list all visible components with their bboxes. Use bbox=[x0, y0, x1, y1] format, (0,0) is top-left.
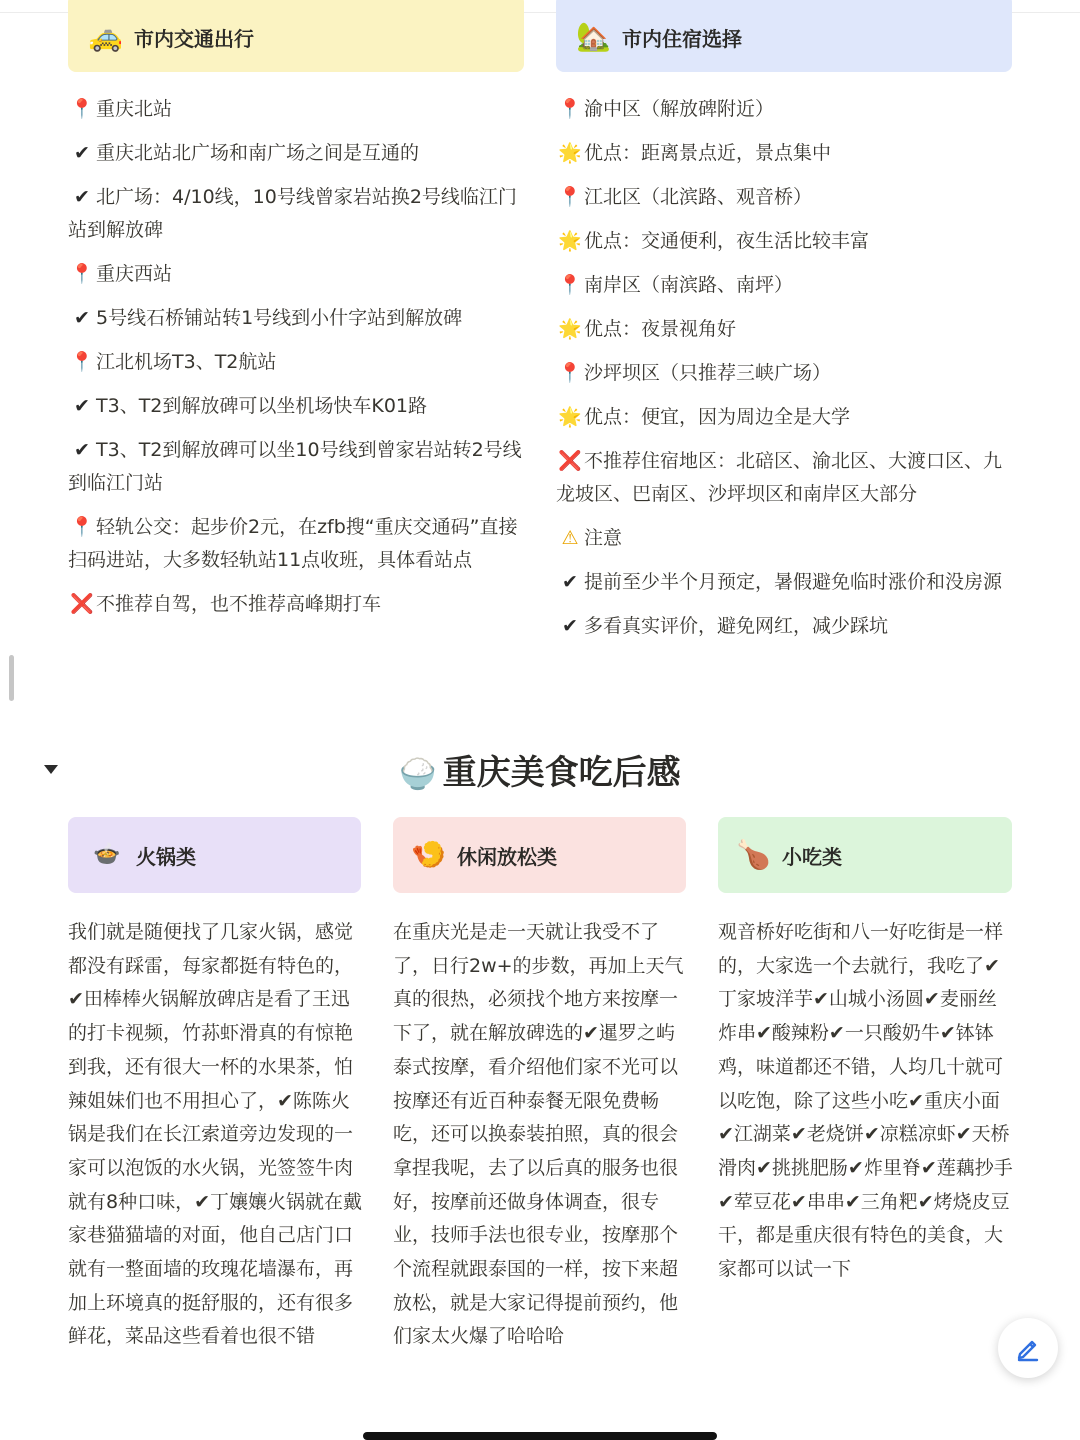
star-icon: 🌟 bbox=[558, 142, 582, 164]
pin-icon: 📍 bbox=[70, 98, 94, 120]
lodging-list-item bbox=[556, 137, 1012, 170]
transport-list-item bbox=[68, 346, 524, 379]
food-section-title: 重庆美食吃后感 bbox=[442, 753, 681, 793]
warn-icon: ⚠ bbox=[561, 527, 579, 549]
transport-item-text: 5号线石桥铺站转1号线到小什字站到解放碑 bbox=[96, 307, 463, 329]
lodging-title: 市内住宿选择 bbox=[622, 26, 742, 51]
transport-list bbox=[68, 93, 524, 632]
transport-title: 市内交通出行 bbox=[134, 26, 254, 51]
pin-icon: 📍 bbox=[70, 351, 94, 373]
pin-icon: 📍 bbox=[558, 274, 582, 296]
check-icon: ✔ bbox=[74, 186, 90, 208]
rice-bowl-icon: 🍚 bbox=[399, 757, 437, 792]
check-icon: ✔ bbox=[74, 307, 90, 329]
transport-item-text: 轻轨公交：起步价2元，在zfb搜“重庆交通码”直接扫码进站，大多数轻轨站11点收班，具体看站点 bbox=[68, 516, 518, 571]
transport-item-text: 重庆北站北广场和南广场之间是互通的 bbox=[96, 142, 420, 164]
relax-text: 在重庆光是走一天就让我受不了了，日行2w+的步数，再加上天气真的很热，必须找个地方来按摩一下了，就在解放碑选的✔暹罗之屿泰式按摩，看介绍他们家不光可以按摩还有近百种泰餐无限免费畅吃，还可以换泰装拍照，真的很会拿捏我呢，去了以后真的服务也很好，按摩前还做身体调查，很专业，技师手法也很专业，按摩那个个流程就跟泰国的一样，按下来超放松，就是大家记得提前预约，他们家太火爆了哈哈哈 bbox=[393, 921, 684, 1348]
transport-list-item bbox=[68, 181, 524, 247]
hotpot-callout bbox=[68, 817, 361, 893]
transport-list-item bbox=[68, 137, 524, 170]
transport-list-item bbox=[68, 93, 524, 126]
lodging-list-item bbox=[556, 610, 1012, 643]
cross-icon: ❌ bbox=[70, 593, 94, 615]
transport-item-text: T3、T2到解放碑可以坐10号线到曾家岩站转2号线到临江门站 bbox=[68, 439, 522, 494]
transport-item-text: 不推荐自驾，也不推荐高峰期打车 bbox=[96, 593, 382, 615]
transport-item-text: 重庆北站 bbox=[96, 98, 173, 120]
drumstick-icon: 🍗 bbox=[736, 838, 771, 871]
hotpot-text: 我们就是随便找了几家火锅，感觉都没有踩雷，每家都挺有特色的，✔田棒棒火锅解放碑店是看了王迅的打卡视频，竹荪虾滑真的有惊艳到我，还有很大一杯的水果茶，怕辣姐妹们也不用担心了，✔陈陈火锅是我们在长江索道旁边发现的一家可以泡饭的水火锅，光签签牛肉就有8种口味，✔丁孃孃火锅就在戴家巷猫猫墙的对面，他自己店门口就有一整面墙的玫瑰花墙瀑布，再加上环境真的挺舒服的，还有很多鲜花，菜品这些看着也很不错 bbox=[68, 921, 363, 1348]
lodging-list-item bbox=[556, 401, 1012, 434]
transport-list-item bbox=[68, 588, 524, 621]
lodging-list-item bbox=[556, 269, 1012, 302]
lodging-item-text: 不推荐住宿地区：北碚区、渝北区、大渡口区、九龙坡区、巴南区、沙坪坝区和南岸区大部分 bbox=[556, 450, 1003, 505]
lodging-list-item bbox=[556, 445, 1012, 511]
lodging-item-text: 优点：距离景点近，景点集中 bbox=[584, 142, 832, 164]
cross-icon: ❌ bbox=[558, 450, 582, 472]
lodging-item-text: 渝中区（解放碑附近） bbox=[584, 98, 775, 120]
check-icon: ✔ bbox=[74, 142, 90, 164]
lodging-item-text: 沙坪坝区（只推荐三峡广场） bbox=[584, 362, 832, 384]
snacks-callout bbox=[718, 817, 1012, 893]
transport-list-item bbox=[68, 434, 524, 500]
transport-item-text: 江北机场T3、T2航站 bbox=[96, 351, 277, 373]
shrimp-icon: 🍤 bbox=[411, 838, 446, 871]
transport-list-item bbox=[68, 511, 524, 577]
lodging-list-item bbox=[556, 566, 1012, 599]
check-icon: ✔ bbox=[74, 395, 90, 417]
relax-callout bbox=[393, 817, 686, 893]
check-icon: ✔ bbox=[562, 615, 578, 637]
transport-list-item bbox=[68, 258, 524, 291]
hotpot-icon: 🍲 bbox=[93, 842, 121, 867]
pin-icon: 📍 bbox=[70, 263, 94, 285]
pencil-icon bbox=[1013, 1333, 1043, 1363]
transport-item-text: T3、T2到解放碑可以坐机场快车K01路 bbox=[96, 395, 428, 417]
snacks-title: 小吃类 bbox=[782, 844, 842, 869]
lodging-item-text: 多看真实评价，避免网红，减少踩坑 bbox=[584, 615, 889, 637]
transport-list-item bbox=[68, 390, 524, 423]
lodging-item-text: 注意 bbox=[584, 527, 623, 549]
pin-icon: 📍 bbox=[70, 516, 94, 538]
pin-icon: 📍 bbox=[558, 362, 582, 384]
star-icon: 🌟 bbox=[558, 406, 582, 428]
hotpot-title: 火锅类 bbox=[136, 844, 196, 869]
check-icon: ✔ bbox=[74, 439, 90, 461]
star-icon: 🌟 bbox=[558, 318, 582, 340]
check-icon: ✔ bbox=[562, 571, 578, 593]
lodging-item-text: 江北区（北滨路、观音桥） bbox=[584, 186, 813, 208]
lodging-item-text: 南岸区（南滨路、南坪） bbox=[584, 274, 794, 296]
transport-item-text: 重庆西站 bbox=[96, 263, 173, 285]
lodging-list-item bbox=[556, 522, 1012, 555]
pin-icon: 📍 bbox=[558, 186, 582, 208]
lodging-list-item bbox=[556, 225, 1012, 258]
lodging-list-item bbox=[556, 181, 1012, 214]
transport-callout bbox=[68, 0, 524, 72]
lodging-list-item bbox=[556, 313, 1012, 346]
house-icon: 🏡 bbox=[576, 20, 611, 53]
lodging-list-item bbox=[556, 93, 1012, 126]
transport-list-item bbox=[68, 302, 524, 335]
scroll-handle[interactable] bbox=[9, 655, 14, 701]
relax-title: 休闲放松类 bbox=[457, 844, 557, 869]
pin-icon: 📍 bbox=[558, 98, 582, 120]
lodging-item-text: 提前至少半个月预定，暑假避免临时涨价和没房源 bbox=[584, 571, 1003, 593]
food-section-heading bbox=[0, 745, 1080, 794]
lodging-list-item bbox=[556, 357, 1012, 390]
transport-item-text: 北广场：4/10线，10号线曾家岩站换2号线临江门站到解放碑 bbox=[68, 186, 517, 241]
lodging-callout bbox=[556, 0, 1012, 72]
snacks-text: 观音桥好吃街和八一好吃街是一样的，大家选一个去就行，我吃了✔丁家坡洋芋✔山城小汤圆✔麦丽丝炸串✔酸辣粉✔一只酸奶牛✔钵钵鸡，味道都还不错，人均几十就可以吃饱，除了这些小吃✔重庆小面✔江湖菜✔老烧饼✔凉糕凉虾✔天桥滑肉✔挑挑肥肠✔炸里脊✔莲藕抄手✔荤豆花✔串串✔三角粑✔烤烧皮豆干，都是重庆很有特色的美食，大家都可以试一下 bbox=[718, 921, 1013, 1281]
lodging-list bbox=[556, 93, 1012, 654]
taxi-icon: 🚕 bbox=[88, 20, 123, 53]
edit-button[interactable] bbox=[998, 1318, 1058, 1378]
star-icon: 🌟 bbox=[558, 230, 582, 252]
lodging-item-text: 优点：便宜，因为周边全是大学 bbox=[584, 406, 851, 428]
home-indicator bbox=[363, 1432, 717, 1440]
lodging-item-text: 优点：交通便利，夜生活比较丰富 bbox=[584, 230, 870, 252]
lodging-item-text: 优点：夜景视角好 bbox=[584, 318, 737, 340]
